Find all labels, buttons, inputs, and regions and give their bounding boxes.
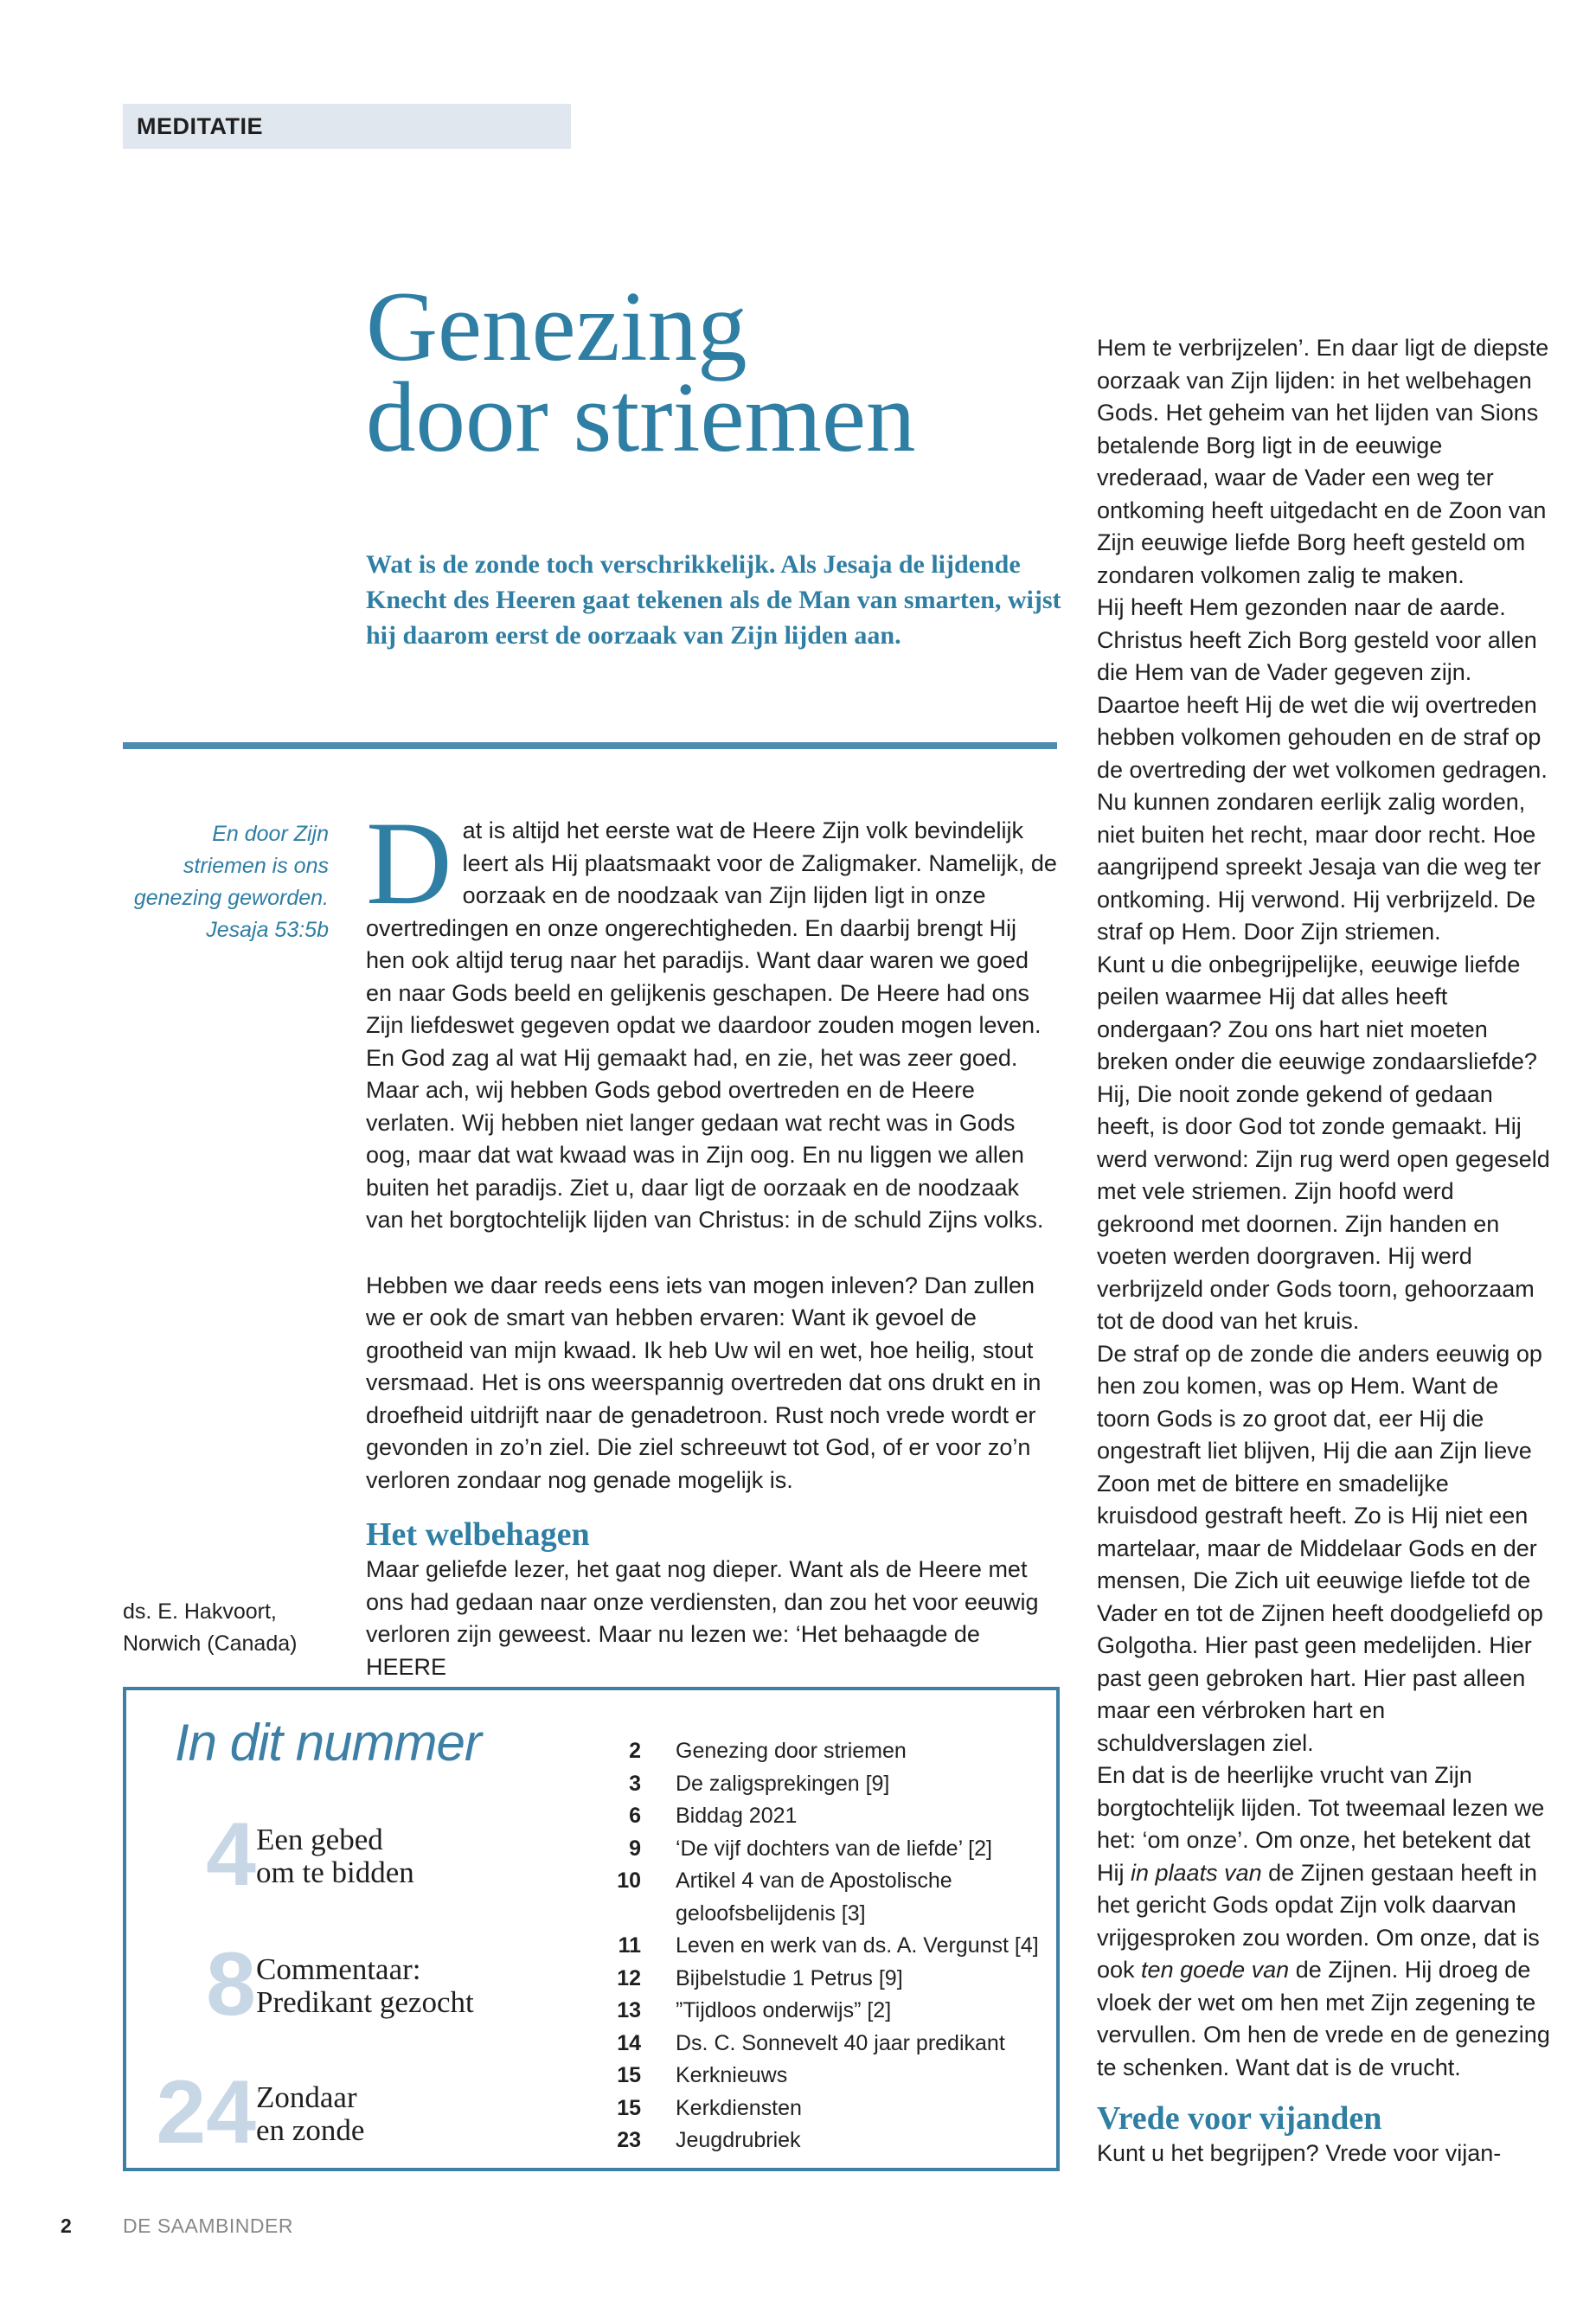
toc-page: 10 [617,1868,641,1893]
toc-page: 11 [618,1933,641,1958]
featured-title-line: om te bidden [256,1856,414,1889]
paragraph: Kunt u die onbegrijpelijke, eeuwige liefde peilen waarmee Hij dat alles heeft ondergaan? Zou ons hart niet moeten breken onder die eeuwige zondaarsliefde? Hij, Die nooit zonde gekend of gedaan heeft, is door God tot zonde gemaakt. Hij werd verwond: Zijn rug werd open gegeseld met vele striemen. Zijn hoofd werd gekroond met doornen. Zijn handen en voeten werden doorgraven. Hij werd verbrijzeld onder Gods toorn, gehoorzaam tot de dood van het kruis. [1097,951,1550,1334]
title-line-1: Genezing [366,272,747,381]
toc-text: De zaligsprekingen [9] [676,1771,890,1796]
toc-item[interactable] [606,1963,1039,1996]
toc-page: 2 [629,1739,641,1763]
text-run: En dat is de heerlijke vrucht van Zijn borgtochtelijk lijden. Tot tweemaal lezen we het: ‘om onze’. Om onze, het betekent dat Hij [1097,1762,1545,1886]
featured-page-number: 24 [156,2062,256,2163]
toc-page: 15 [617,2095,641,2120]
toc-text: Kerkdiensten [676,2095,802,2120]
toc-item[interactable] [606,1735,1039,1768]
toc-text: Kerknieuws [676,2063,788,2087]
toc-item[interactable] [606,2060,1039,2093]
article-column-2 [1097,332,1551,2170]
paragraph [366,797,1058,1237]
toc-item[interactable] [606,1865,1039,1930]
author-place: Norwich (Canada) [123,1631,298,1656]
featured-item[interactable] [126,1804,576,1908]
featured-title [256,2081,364,2147]
paragraph [1097,1759,1551,2084]
featured-title [256,1953,474,2019]
footer-page-number: 2 [61,2214,72,2237]
subheading: Vrede voor vijanden [1097,2100,1382,2137]
toc-page: 12 [617,1965,641,1990]
quote-line: En door Zijn [212,822,329,846]
toc-text: ‘De vijf dochters van de liefde’ [2] [676,1836,992,1861]
toc-text: Bijbelstudie 1 Petrus [9] [676,1965,903,1990]
toc-list [606,1735,1039,2157]
text-run: de Zijnen gestaan heeft in het gericht Gods opdat Zijn volk daarvan vrijgesproken zou worden. Om onze, dat is ook [1097,1859,1540,1983]
toc-text: Artikel 4 van de Apostolische geloofsbelijdenis [3] [676,1868,952,1926]
featured-item[interactable] [126,1934,576,2038]
toc-page: 9 [629,1836,641,1861]
featured-title-line: Predikant gezocht [256,1985,474,2019]
paragraph: Hij heeft Hem gezonden naar de aarde. Christus heeft Zich Borg gesteld voor allen die Hem van de Vader gegeven zijn. Daartoe heeft Hij de wet die wij overtreden hebben volkomen gehouden en de straf op de overtreding der wet volkomen gedragen. Nu kunnen zondaren eerlijk zalig worden, niet buiten het recht, maar door recht. Hoe aangrijpend spreekt Jesaja van die weg ter ontkoming. Hij verwond. Hij verbrijzeld. De straf op Hem. Door Zijn striemen. [1097,594,1548,945]
quote-line: striemen is ons [183,854,329,878]
section-label: MEDITATIE [123,104,571,149]
paragraph: Maar geliefde lezer, het gaat nog dieper. Want als de Heere met ons had gedaan naar onze verdiensten, dan zou het voor eeuwig verloren zijn geweest. Maar nu lezen we: ‘Het behaagde de HEERE [366,1556,1039,1680]
toc-item[interactable] [606,2028,1039,2061]
text-run: de Zijnen. Hij droeg de vloek der wet om hen met Zijn zegening te vervullen. Om hen de vrede en de genezing te schenken. Want dat is de vrucht. [1097,1957,1550,2080]
toc-page: 6 [629,1804,641,1828]
drop-cap: D [366,797,452,929]
toc-title: In dit nummer [175,1714,481,1772]
toc-page: 23 [617,2128,641,2152]
paragraph: Hem te verbrijzelen’. En daar ligt de diepste oorzaak van Zijn lijden: in het welbehagen Gods. Het geheim van het lijden van Sions betalende Borg ligt in de eeuwige vrederaad, waar de Vader een weg ter ontkoming heeft uitgedacht en de Zoon van Zijn eeuwige liefde Borg heeft gesteld om zondaren volkomen zalig te maken. [1097,335,1549,588]
toc-item[interactable] [606,1800,1039,1833]
featured-title-line: Een gebed [256,1823,383,1856]
toc-item[interactable] [606,1995,1039,2028]
paragraph-text: at is altijd het eerste wat de Heere Zijn volk bevindelijk leert als Hij plaatsmaakt voor de Zaligmaker. Namelijk, de oorzaak en de noodzaak van Zijn lijden ligt in onze overtredingen en onze ongerechtigheden. En daarbij brengt Hij hen ook altijd terug naar het paradijs. Want daar waren we goed en naar Gods beeld en gelijkenis geschapen. De Heere had ons Zijn liefdeswet gegeven opdat we daardoor zouden mogen leven. En God zag al wat Hij gemaakt had, en zie, het was zeer goed. Maar ach, wij hebben Gods gebod overtreden en de Heere verlaten. Wij hebben niet langer gedaan wat recht was in Gods oog, maar dat wat kwaad was in Zijn oog. En nu liggen we allen buiten het paradijs. Ziet u, daar ligt de oorzaak en de noodzaak van het borgtochtelijk lijden van Christus: in de schuld Zijns volks. [366,817,1057,1233]
featured-title-line: en zonde [256,2113,365,2147]
emphasis: in plaats van [1131,1859,1262,1886]
toc-page: 3 [629,1771,641,1796]
toc-item[interactable] [606,1768,1039,1801]
subheading: Het welbehagen [366,1516,590,1553]
author-name: ds. E. Hakvoort, [123,1599,277,1624]
featured-title-line: Commentaar: [256,1952,421,1986]
article-lead: Wat is de zonde toch verschrikkelijk. Als Jesaja de lijdende Knecht des Heeren gaat tekenen als de Man van smarten, wijst hij daarom eerst de oorzaak van Zijn lijden aan. [366,550,1061,650]
pull-quote [123,818,329,946]
toc-text: ”Tijdloos onderwijs” [2] [676,1998,892,2022]
featured-item[interactable] [126,2062,576,2166]
featured-page-number: 8 [206,1934,256,2035]
quote-line: genezing geworden. [133,886,329,910]
quote-reference: Jesaja 53:5b [206,918,329,942]
paragraph: Hebben we daar reeds eens iets van mogen inleven? Dan zullen we er ook de smart van hebben ervaren: Want ik gevoel de grootheid van mijn kwaad. Ik heb Uw wil en wet, hoe heilig, stout versmaad. Het is ons weerspannig overtreden dat ons drukt en in droefheid uitdrijft naar de genadetroon. Rust noch vrede wordt er gevonden in zo’n ziel. Die ziel schreeuwt tot God, of er voor zo’n verloren zondaar nog genade mogelijk is. [366,1272,1042,1493]
toc-page: 13 [617,1998,641,2022]
toc-item[interactable] [606,1930,1039,1963]
paragraph: De straf op de zonde die anders eeuwig op hen zou komen, was op Hem. Want de toorn Gods is zo groot dat, eer Hij die ongestraft liet blijven, Hij die aan Zijn lieve Zoon met de bittere en smadelijke kruisdood gestraft heeft. Zo is Hij niet een martelaar, maar de Middelaar Gods en der mensen, Die Zich uit eeuwige liefde tot de Vader en tot de Zijnen heeft doodgeliefd op Golgotha. Hier past geen medelijden. Hier past geen gebroken hart. Hier past alleen maar een vérbroken hart en schuldverslagen ziel. [1097,1340,1543,1756]
toc-text: Jeugdrubriek [676,2128,801,2152]
toc-text: Leven en werk van ds. A. Vergunst [4] [676,1933,1039,1958]
author-credit [123,1596,339,1660]
toc-item[interactable] [606,2125,1039,2157]
emphasis: ten goede van [1141,1957,1290,1983]
table-of-contents [123,1687,1060,2171]
title-line-2: door striemen [366,362,916,472]
article-column-1 [366,797,1058,1683]
toc-text: Biddag 2021 [676,1804,798,1828]
article-title [366,272,1058,472]
featured-title [256,1823,414,1889]
featured-title-line: Zondaar [256,2080,357,2114]
paragraph: Kunt u het begrijpen? Vrede voor vijan- [1097,2140,1502,2166]
divider-rule [123,742,1057,749]
footer-publication: DE SAAMBINDER [123,2214,293,2237]
toc-item[interactable] [606,2093,1039,2125]
toc-page: 14 [617,2030,641,2055]
featured-page-number: 4 [206,1804,256,1905]
toc-text: Ds. C. Sonnevelt 40 jaar predikant [676,2030,1005,2055]
toc-text: Genezing door striemen [676,1739,907,1763]
toc-item[interactable] [606,1833,1039,1866]
toc-page: 15 [617,2063,641,2087]
